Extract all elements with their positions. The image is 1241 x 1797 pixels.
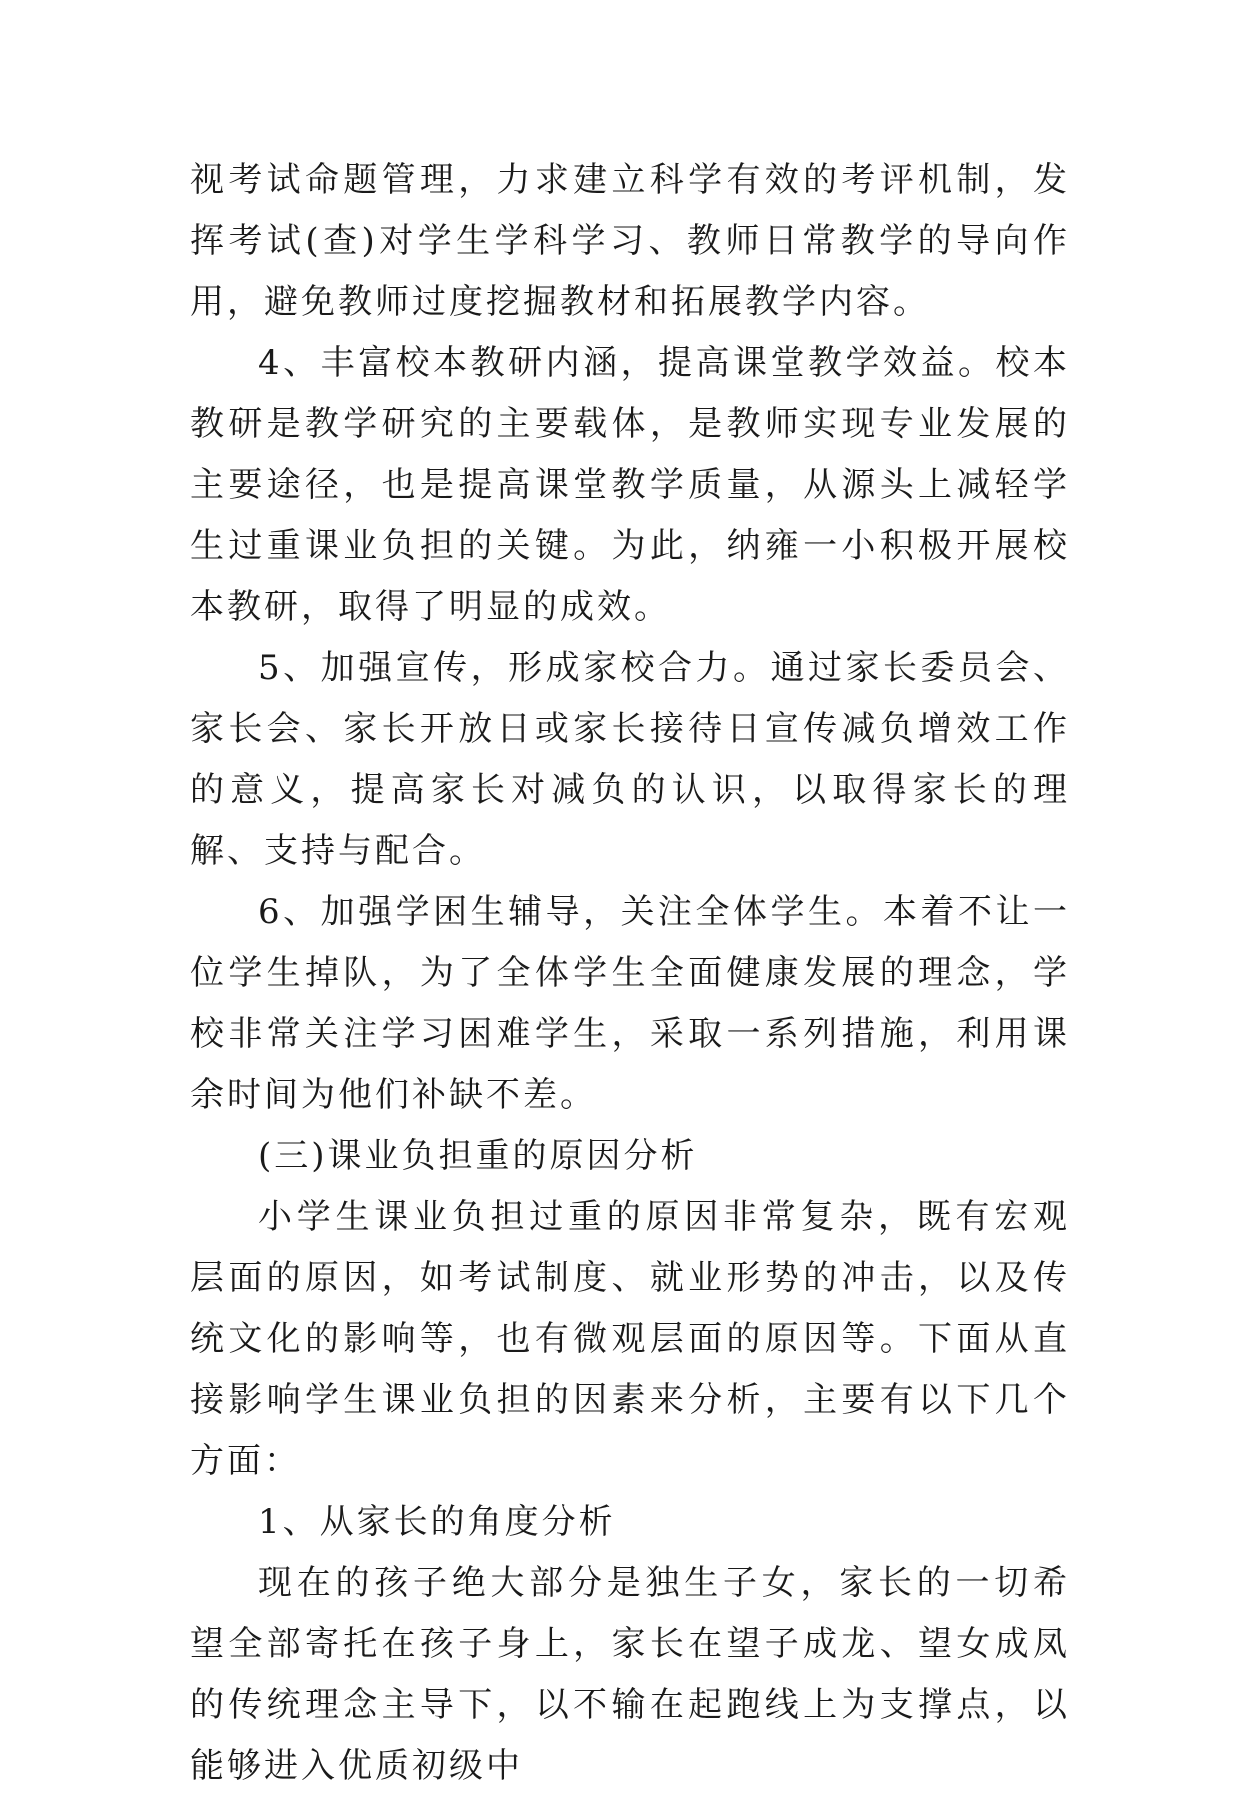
paragraph-item-5: 5、加强宣传，形成家校合力。通过家长委员会、家长会、家长开放日或家长接待日宣传减负增效工作的意义，提高家长对减负的认识，以取得家长的理解、支持与配合。	[190, 648, 1070, 871]
paragraph-item-6: 6、加强学困生辅导，关注全体学生。本着不让一位学生掉队，为了全体学生全面健康发展的理念，学校非常关注学习困难学生，采取一系列措施，利用课余时间为他们补缺不差。	[190, 892, 1070, 1115]
document-body	[190, 150, 1070, 1797]
subsection-heading: 1、从家长的角度分析	[258, 1502, 616, 1542]
paragraph-parents: 现在的孩子绝大部分是独生子女，家长的一切希望全部寄托在孩子身上，家长在望子成龙、望女成凤的传统理念主导下，以不输在起跑线上为支撑点，以能够进入优质初级中	[190, 1563, 1070, 1786]
paragraph-item-4: 4、丰富校本教研内涵，提高课堂教学效益。校本教研是教学研究的主要载体，是教师实现专业发展的主要途径，也是提高课堂教学质量，从源头上减轻学生过重课业负担的关键。为此，纳雍一小积极开展校本教研，取得了明显的成效。	[190, 343, 1070, 627]
paragraph-analysis-intro: 小学生课业负担过重的原因非常复杂，既有宏观层面的原因，如考试制度、就业形势的冲击，以及传统文化的影响等，也有微观层面的原因等。下面从直接影响学生课业负担的因素来分析，主要有以下几个方面：	[190, 1197, 1070, 1481]
section-heading: (三)课业负担重的原因分析	[258, 1136, 698, 1176]
paragraph-continuation: 视考试命题管理，力求建立科学有效的考评机制，发挥考试(查)对学生学科学习、教师日常教学的导向作用，避免教师过度挖掘教材和拓展教学内容。	[190, 160, 1070, 322]
